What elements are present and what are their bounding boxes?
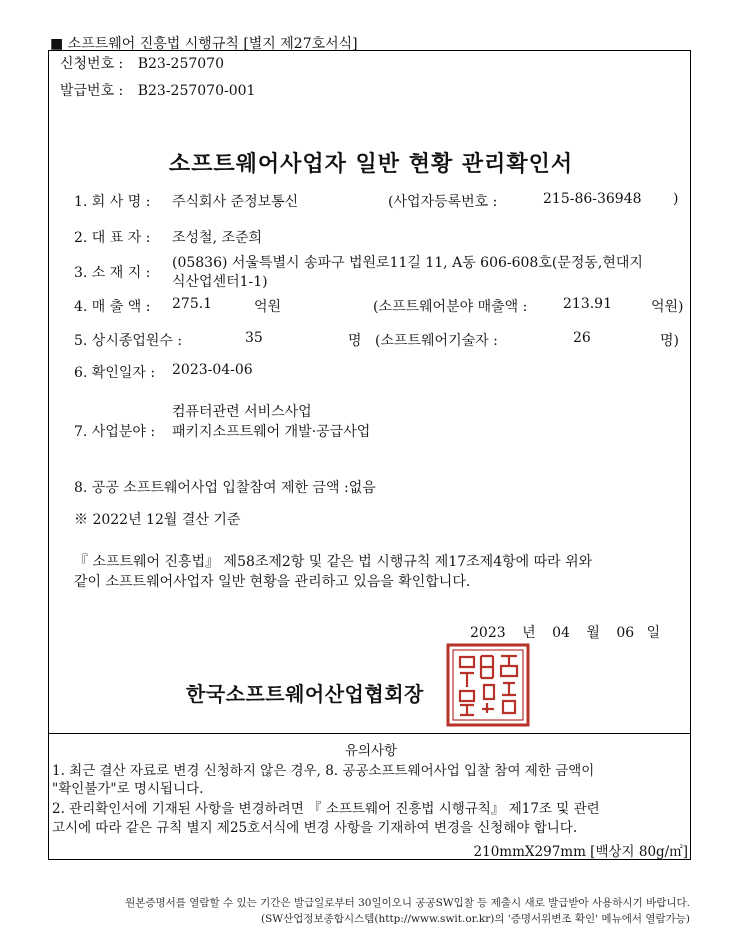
paper-spec: 210mmX297mm [백상지 80g/㎡] [473,844,688,860]
sw-sales-value: 213.91 [563,296,612,312]
ceo-label: 2. 대 표 자 : [74,230,151,246]
apply-number: B23-257070 [137,56,224,72]
notice-item-2-line-1: 2. 관리확인서에 기재된 사항을 변경하려면 『 소프트웨어 진흥법 시행규칙』 제17조 및 관련 [52,801,600,817]
footer-line-2: (SW산업정보종합시스템(http://www.swit.or.kr)의 '증명서위변조 확인' 메뉴에서 열람가능) [261,913,690,925]
bizno: 215-86-36948 [543,191,642,207]
document-title: 소프트웨어사업자 일반 현황 관리확인서 [168,151,574,177]
engineers-unit: 명) [660,333,679,349]
date-month: 04 [552,625,570,641]
issue-number-row [60,80,255,100]
employees-value: 35 [245,330,263,346]
company-label: 1. 회 사 명 : [74,194,151,210]
settlement-basis: ※ 2022년 12월 결산 기준 [74,512,241,528]
sw-sales-unit: 억원) [651,299,684,315]
address-line-2: 식산업센터1-1) [172,274,268,290]
date-year-unit: 년 [522,625,536,641]
apply-number-label: 신청번호 : [60,56,124,72]
statement-line-1: 『 소프트웨어 진흥법』 제58조제2항 및 같은 법 시행규칙 제17조제4항에 따라 위와 [74,554,593,570]
business-field-1: 컴퓨터관련 서비스사업 [172,404,312,420]
sales-label: 4. 매 출 액 : [74,299,151,315]
issue-number: B23-257070-001 [137,83,256,99]
signer-name: 한국소프트웨어산업협회장 [186,682,424,706]
footer-line-1: 원본증명서를 열람할 수 있는 기간은 발급일로부터 30일이오니 공공SW입찰 등 제출시 새로 발급받아 사용하시기 바랍니다. [125,897,690,909]
apply-number-row [60,53,224,73]
employees-unit: 명 [348,333,362,349]
ceo-name: 조성철, 조준희 [172,230,263,246]
sw-sales-label: (소프트웨어분야 매출액 : [373,299,528,315]
issue-date [470,622,660,642]
bizno-label: (사업자등록번호 : [388,194,498,210]
employees-label: 5. 상시종업원수 : [74,333,183,349]
bizno-close: ) [673,191,679,207]
official-seal-icon [446,643,530,727]
date-day: 06 [616,625,635,641]
confirm-date: 2023-04-06 [172,362,253,378]
bid-limit-row [74,477,376,497]
notice-item-1-line-2: "확인불가"로 명시됩니다. [52,781,204,797]
address-label: 3. 소 재 지 : [74,265,151,281]
business-field-2: 패키지소프트웨어 개발·공급사업 [172,424,371,440]
engineers-label: (소프트웨어기술자 : [375,333,498,349]
notice-item-1-line-1: 1. 최근 결산 자료로 변경 신청하지 않은 경우, 8. 공공소프트웨어사업 입찰 참여 제한 금액이 [52,763,595,779]
date-month-unit: 월 [586,625,600,641]
confirm-date-label: 6. 확인일자 : [74,365,156,381]
bid-limit-value: 없음 [348,480,376,496]
date-day-unit: 일 [646,625,661,641]
statement-line-2: 같이 소프트웨어사업자 일반 현황을 관리하고 있음을 확인합니다. [74,574,471,590]
date-year: 2023 [470,625,506,641]
business-field-label: 7. 사업분야 : [74,424,156,440]
form-label: ■ 소프트웨어 진흥법 시행규칙 [별지 제27호서식] [50,36,358,52]
bid-limit-label: 8. 공공 소프트웨어사업 입찰참여 제한 금액 : [74,480,349,496]
engineers-value: 26 [573,330,591,346]
sales-value: 275.1 [172,296,213,312]
notice-heading: 유의사항 [344,743,398,759]
sales-unit: 억원 [254,299,282,315]
address-line-1: (05836) 서울특별시 송파구 법원로11길 11, A동 606-608호(문정동,현대지 [172,255,643,271]
issue-number-label: 발급번호 : [60,83,124,99]
company-name: 주식회사 준정보통신 [172,194,299,210]
notice-item-2-line-2: 고시에 따라 같은 규칙 별지 제25호서식에 변경 사항을 기재하여 변경을 신청해야 합니다. [52,820,578,836]
